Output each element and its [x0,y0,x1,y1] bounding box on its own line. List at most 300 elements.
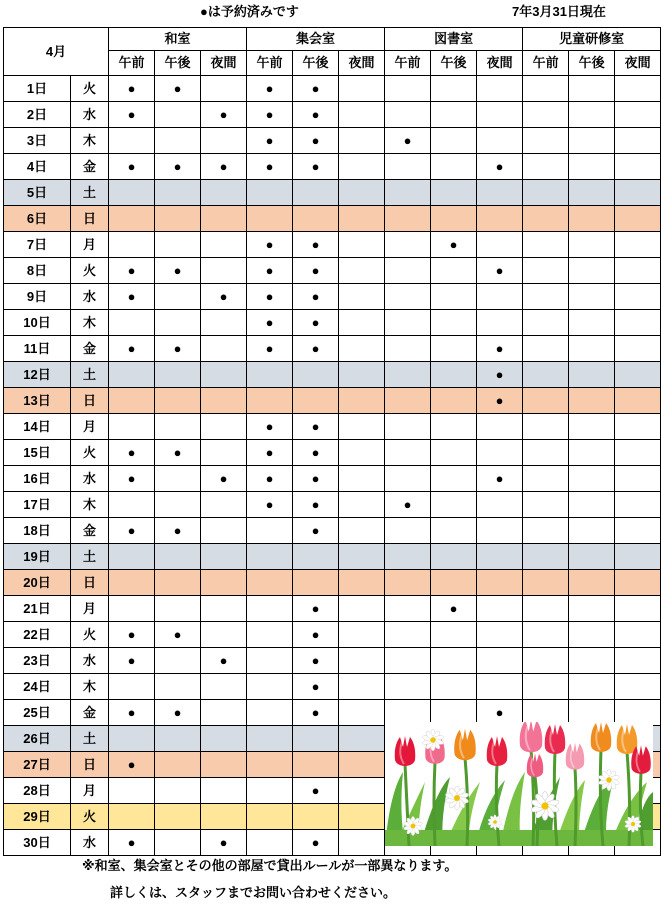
slot-washitsu-am [109,180,155,206]
slot-washitsu-am [109,492,155,518]
slot-washitsu-pm: ● [155,258,201,284]
slot-toshoshitsu-pm [431,76,477,102]
slot-washitsu-am [109,414,155,440]
day-label: 9日 [4,284,71,310]
day-row-3 [4,128,661,154]
day-row-15 [4,440,661,466]
day-row-12 [4,362,661,388]
slot-jidokenshushitsu-pm [569,154,615,180]
slot-jidokenshushitsu-pm [569,128,615,154]
weekday-label: 水 [71,648,109,674]
slot-shukaishitsu-pm [293,180,339,206]
slot-shukaishitsu-night [339,570,385,596]
slot-washitsu-night [201,700,247,726]
slot-shukaishitsu-am [247,544,293,570]
slot-shukaishitsu-night [339,622,385,648]
slot-shukaishitsu-pm: ● [293,128,339,154]
slot-toshoshitsu-night [477,622,523,648]
slot-toshoshitsu-pm [431,518,477,544]
weekday-label: 火 [71,622,109,648]
slot-jidokenshushitsu-pm [569,284,615,310]
room-header-jidokenshushitsu: 児童研修室 [523,28,661,51]
slot-washitsu-pm [155,232,201,258]
day-label: 5日 [4,180,71,206]
slot-jidokenshushitsu-pm [569,492,615,518]
day-label: 28日 [4,778,71,804]
day-label: 13日 [4,388,71,414]
day-label: 7日 [4,232,71,258]
slot-shukaishitsu-pm: ● [293,700,339,726]
slot-toshoshitsu-night: ● [477,388,523,414]
slot-toshoshitsu-pm [431,206,477,232]
slot-shukaishitsu-pm: ● [293,76,339,102]
slot-washitsu-pm [155,830,201,856]
slot-shukaishitsu-night [339,284,385,310]
day-row-19 [4,544,661,570]
slot-shukaishitsu-pm: ● [293,492,339,518]
slot-shukaishitsu-am: ● [247,414,293,440]
slot-washitsu-night [201,180,247,206]
slot-toshoshitsu-pm: ● [431,596,477,622]
slot-toshoshitsu-am [385,466,431,492]
slot-washitsu-pm [155,544,201,570]
slot-shukaishitsu-am: ● [247,128,293,154]
slot-toshoshitsu-pm [431,622,477,648]
slot-jidokenshushitsu-am [523,648,569,674]
slot-shukaishitsu-night [339,648,385,674]
slot-shukaishitsu-pm [293,362,339,388]
contact-note: 詳しくは、スタッフまでお問い合わせください。 [110,885,397,900]
room-header-washitsu: 和室 [109,28,247,51]
slot-header-shukaishitsu-night: 夜間 [339,51,385,76]
slot-shukaishitsu-am [247,596,293,622]
slot-shukaishitsu-night [339,700,385,726]
slot-jidokenshushitsu-am [523,440,569,466]
slot-washitsu-night [201,492,247,518]
slot-header-jidokenshushitsu-night: 夜間 [615,51,661,76]
slot-shukaishitsu-night [339,336,385,362]
slot-shukaishitsu-am: ● [247,154,293,180]
weekday-label: 木 [71,492,109,518]
day-label: 19日 [4,544,71,570]
slot-toshoshitsu-pm [431,362,477,388]
slot-shukaishitsu-am [247,804,293,830]
slot-washitsu-am [109,544,155,570]
slot-shukaishitsu-am: ● [247,310,293,336]
slot-jidokenshushitsu-night [615,596,661,622]
slot-jidokenshushitsu-am [523,336,569,362]
slot-jidokenshushitsu-pm [569,232,615,258]
slot-jidokenshushitsu-pm [569,206,615,232]
slot-shukaishitsu-am: ● [247,492,293,518]
slot-jidokenshushitsu-night [615,570,661,596]
slot-shukaishitsu-am: ● [247,336,293,362]
weekday-label: 木 [71,310,109,336]
slot-shukaishitsu-night [339,778,385,804]
slot-jidokenshushitsu-night [615,180,661,206]
slot-shukaishitsu-pm: ● [293,336,339,362]
slot-washitsu-am [109,232,155,258]
slot-washitsu-am: ● [109,284,155,310]
slot-washitsu-pm [155,206,201,232]
slot-washitsu-pm: ● [155,154,201,180]
weekday-label: 土 [71,180,109,206]
slot-shukaishitsu-am: ● [247,232,293,258]
weekday-label: 金 [71,518,109,544]
slot-washitsu-am: ● [109,752,155,778]
weekday-label: 金 [71,336,109,362]
slot-jidokenshushitsu-night [615,362,661,388]
slot-washitsu-night: ● [201,466,247,492]
slot-shukaishitsu-night [339,154,385,180]
weekday-label: 木 [71,674,109,700]
slot-washitsu-am [109,726,155,752]
slot-jidokenshushitsu-pm [569,414,615,440]
slot-washitsu-pm [155,674,201,700]
slot-washitsu-am: ● [109,440,155,466]
slot-toshoshitsu-am: ● [385,128,431,154]
weekday-label: 土 [71,726,109,752]
slot-shukaishitsu-night [339,544,385,570]
day-label: 18日 [4,518,71,544]
slot-washitsu-am [109,596,155,622]
slot-shukaishitsu-pm: ● [293,830,339,856]
day-row-13 [4,388,661,414]
slot-shukaishitsu-pm: ● [293,154,339,180]
slot-jidokenshushitsu-am [523,154,569,180]
slot-washitsu-pm: ● [155,700,201,726]
day-label: 24日 [4,674,71,700]
slot-washitsu-night [201,440,247,466]
slot-washitsu-am: ● [109,154,155,180]
weekday-label: 月 [71,778,109,804]
rules-note: ※和室、集会室とその他の部屋で貸出ルールが一部異なります。 [82,858,458,873]
slot-washitsu-am: ● [109,518,155,544]
day-label: 15日 [4,440,71,466]
slot-washitsu-night [201,544,247,570]
slot-toshoshitsu-am [385,648,431,674]
day-label: 4日 [4,154,71,180]
slot-shukaishitsu-night [339,258,385,284]
weekday-label: 金 [71,700,109,726]
slot-washitsu-night: ● [201,154,247,180]
day-row-21 [4,596,661,622]
room-header-row [4,28,661,51]
slot-jidokenshushitsu-night [615,622,661,648]
day-label: 1日 [4,76,71,102]
slot-shukaishitsu-am: ● [247,76,293,102]
slot-toshoshitsu-pm [431,492,477,518]
slot-jidokenshushitsu-pm [569,570,615,596]
day-label: 23日 [4,648,71,674]
slot-toshoshitsu-am [385,674,431,700]
slot-washitsu-night [201,570,247,596]
slot-washitsu-am: ● [109,466,155,492]
slot-shukaishitsu-pm: ● [293,518,339,544]
slot-toshoshitsu-pm [431,180,477,206]
slot-shukaishitsu-am: ● [247,440,293,466]
slot-toshoshitsu-night [477,76,523,102]
slot-shukaishitsu-night [339,102,385,128]
day-row-24 [4,674,661,700]
slot-shukaishitsu-night [339,414,385,440]
slot-jidokenshushitsu-am [523,310,569,336]
weekday-label: 火 [71,76,109,102]
slot-washitsu-night: ● [201,648,247,674]
slot-shukaishitsu-night [339,310,385,336]
slot-jidokenshushitsu-pm [569,544,615,570]
slot-shukaishitsu-am [247,622,293,648]
slot-shukaishitsu-night [339,518,385,544]
slot-toshoshitsu-am [385,596,431,622]
weekday-label: 日 [71,752,109,778]
slot-shukaishitsu-pm [293,388,339,414]
day-row-6 [4,206,661,232]
slot-jidokenshushitsu-am [523,544,569,570]
slot-shukaishitsu-pm: ● [293,102,339,128]
slot-shukaishitsu-night [339,232,385,258]
slot-jidokenshushitsu-am [523,492,569,518]
slot-shukaishitsu-am [247,518,293,544]
slot-jidokenshushitsu-am [523,388,569,414]
slot-toshoshitsu-pm [431,466,477,492]
slot-shukaishitsu-am [247,700,293,726]
slot-jidokenshushitsu-am [523,258,569,284]
slot-jidokenshushitsu-pm [569,102,615,128]
slot-shukaishitsu-am: ● [247,258,293,284]
slot-toshoshitsu-night [477,206,523,232]
slot-washitsu-am [109,128,155,154]
slot-washitsu-pm [155,180,201,206]
day-label: 27日 [4,752,71,778]
slot-shukaishitsu-night [339,76,385,102]
slot-shukaishitsu-am [247,180,293,206]
slot-shukaishitsu-am [247,726,293,752]
slot-toshoshitsu-am [385,154,431,180]
slot-washitsu-pm [155,388,201,414]
slot-washitsu-am: ● [109,648,155,674]
slot-washitsu-pm [155,570,201,596]
slot-washitsu-night [201,752,247,778]
slot-washitsu-am: ● [109,830,155,856]
slot-shukaishitsu-night [339,726,385,752]
slot-jidokenshushitsu-am [523,570,569,596]
slot-toshoshitsu-am: ● [385,492,431,518]
day-row-17 [4,492,661,518]
slot-washitsu-am: ● [109,700,155,726]
day-row-1 [4,76,661,102]
slot-toshoshitsu-am [385,622,431,648]
day-row-20 [4,570,661,596]
day-row-4 [4,154,661,180]
slot-shukaishitsu-night [339,830,385,856]
slot-jidokenshushitsu-pm [569,622,615,648]
slot-toshoshitsu-pm [431,570,477,596]
slot-jidokenshushitsu-am [523,232,569,258]
slot-jidokenshushitsu-pm [569,362,615,388]
slot-jidokenshushitsu-pm [569,596,615,622]
day-label: 16日 [4,466,71,492]
slot-toshoshitsu-night [477,284,523,310]
slot-toshoshitsu-pm [431,284,477,310]
slot-toshoshitsu-night [477,102,523,128]
slot-toshoshitsu-night [477,440,523,466]
slot-jidokenshushitsu-am [523,102,569,128]
day-label: 2日 [4,102,71,128]
slot-jidokenshushitsu-pm [569,336,615,362]
slot-washitsu-pm [155,466,201,492]
slot-toshoshitsu-pm [431,648,477,674]
slot-shukaishitsu-am [247,674,293,700]
slot-washitsu-pm [155,596,201,622]
slot-jidokenshushitsu-night [615,336,661,362]
slot-jidokenshushitsu-pm [569,466,615,492]
slot-shukaishitsu-night [339,440,385,466]
day-label: 22日 [4,622,71,648]
table-header [4,28,661,76]
slot-jidokenshushitsu-night [615,76,661,102]
day-label: 30日 [4,830,71,856]
slot-header-washitsu-night: 夜間 [201,51,247,76]
slot-toshoshitsu-pm [431,154,477,180]
slot-washitsu-pm: ● [155,76,201,102]
weekday-label: 金 [71,154,109,180]
slot-toshoshitsu-night [477,648,523,674]
slot-toshoshitsu-pm [431,258,477,284]
slot-shukaishitsu-pm: ● [293,232,339,258]
slot-washitsu-am [109,388,155,414]
slot-washitsu-pm [155,492,201,518]
weekday-label: 火 [71,440,109,466]
slot-toshoshitsu-night: ● [477,362,523,388]
slot-toshoshitsu-night [477,180,523,206]
slot-washitsu-pm: ● [155,622,201,648]
day-label: 11日 [4,336,71,362]
slot-washitsu-am: ● [109,336,155,362]
slot-shukaishitsu-night [339,804,385,830]
slot-jidokenshushitsu-am [523,180,569,206]
slot-washitsu-pm [155,804,201,830]
slot-toshoshitsu-pm [431,388,477,414]
slot-toshoshitsu-night [477,596,523,622]
slot-washitsu-am [109,674,155,700]
day-row-23 [4,648,661,674]
slot-header-washitsu-pm: 午後 [155,51,201,76]
slot-washitsu-night [201,778,247,804]
slot-washitsu-night: ● [201,102,247,128]
slot-shukaishitsu-night [339,466,385,492]
weekday-label: 日 [71,206,109,232]
slot-header-toshoshitsu-pm: 午後 [431,51,477,76]
slot-washitsu-pm [155,362,201,388]
slot-header-shukaishitsu-pm: 午後 [293,51,339,76]
slot-washitsu-am [109,310,155,336]
slot-washitsu-night [201,206,247,232]
slot-shukaishitsu-am [247,778,293,804]
day-label: 6日 [4,206,71,232]
slot-shukaishitsu-pm [293,206,339,232]
slot-header-jidokenshushitsu-am: 午前 [523,51,569,76]
slot-jidokenshushitsu-am [523,76,569,102]
weekday-label: 土 [71,544,109,570]
slot-shukaishitsu-night [339,206,385,232]
slot-shukaishitsu-am [247,648,293,674]
slot-jidokenshushitsu-pm [569,76,615,102]
slot-toshoshitsu-night: ● [477,154,523,180]
slot-washitsu-night: ● [201,284,247,310]
slot-washitsu-night [201,128,247,154]
slot-jidokenshushitsu-night [615,284,661,310]
slot-washitsu-pm [155,752,201,778]
slot-jidokenshushitsu-night [615,310,661,336]
slot-washitsu-am [109,362,155,388]
slot-shukaishitsu-pm: ● [293,622,339,648]
slot-shukaishitsu-pm: ● [293,440,339,466]
slot-header-toshoshitsu-am: 午前 [385,51,431,76]
slot-shukaishitsu-am: ● [247,466,293,492]
weekday-label: 水 [71,284,109,310]
slot-shukaishitsu-night [339,492,385,518]
slot-jidokenshushitsu-am [523,128,569,154]
slot-shukaishitsu-pm [293,804,339,830]
slot-shukaishitsu-pm [293,726,339,752]
slot-toshoshitsu-pm [431,440,477,466]
slot-toshoshitsu-am [385,206,431,232]
slot-washitsu-pm: ● [155,336,201,362]
slot-jidokenshushitsu-am [523,674,569,700]
slot-washitsu-pm [155,310,201,336]
slot-header-jidokenshushitsu-pm: 午後 [569,51,615,76]
slot-toshoshitsu-am [385,362,431,388]
day-row-14 [4,414,661,440]
slot-washitsu-pm [155,128,201,154]
day-label: 3日 [4,128,71,154]
slot-toshoshitsu-am [385,570,431,596]
slot-toshoshitsu-am [385,310,431,336]
slot-toshoshitsu-pm: ● [431,232,477,258]
room-header-shukaishitsu: 集会室 [247,28,385,51]
day-row-10 [4,310,661,336]
month-header: 4月 [4,28,109,76]
slot-toshoshitsu-am [385,388,431,414]
slot-header-washitsu-am: 午前 [109,51,155,76]
slot-washitsu-pm [155,778,201,804]
slot-toshoshitsu-pm [431,336,477,362]
slot-shukaishitsu-night [339,752,385,778]
slot-jidokenshushitsu-night [615,544,661,570]
slot-toshoshitsu-am [385,518,431,544]
day-label: 21日 [4,596,71,622]
weekday-label: 水 [71,466,109,492]
slot-jidokenshushitsu-pm [569,180,615,206]
tulip-illustration [385,722,653,846]
slot-toshoshitsu-night: ● [477,700,523,726]
room-header-toshoshitsu: 図書室 [385,28,523,51]
day-row-11 [4,336,661,362]
day-row-18 [4,518,661,544]
slot-shukaishitsu-am [247,362,293,388]
slot-washitsu-night [201,596,247,622]
slot-toshoshitsu-pm [431,102,477,128]
slot-washitsu-night [201,336,247,362]
slot-header-shukaishitsu-am: 午前 [247,51,293,76]
slot-toshoshitsu-am [385,544,431,570]
slot-jidokenshushitsu-pm [569,310,615,336]
slot-toshoshitsu-pm [431,544,477,570]
slot-washitsu-pm [155,102,201,128]
slot-jidokenshushitsu-am [523,466,569,492]
slot-shukaishitsu-am [247,752,293,778]
